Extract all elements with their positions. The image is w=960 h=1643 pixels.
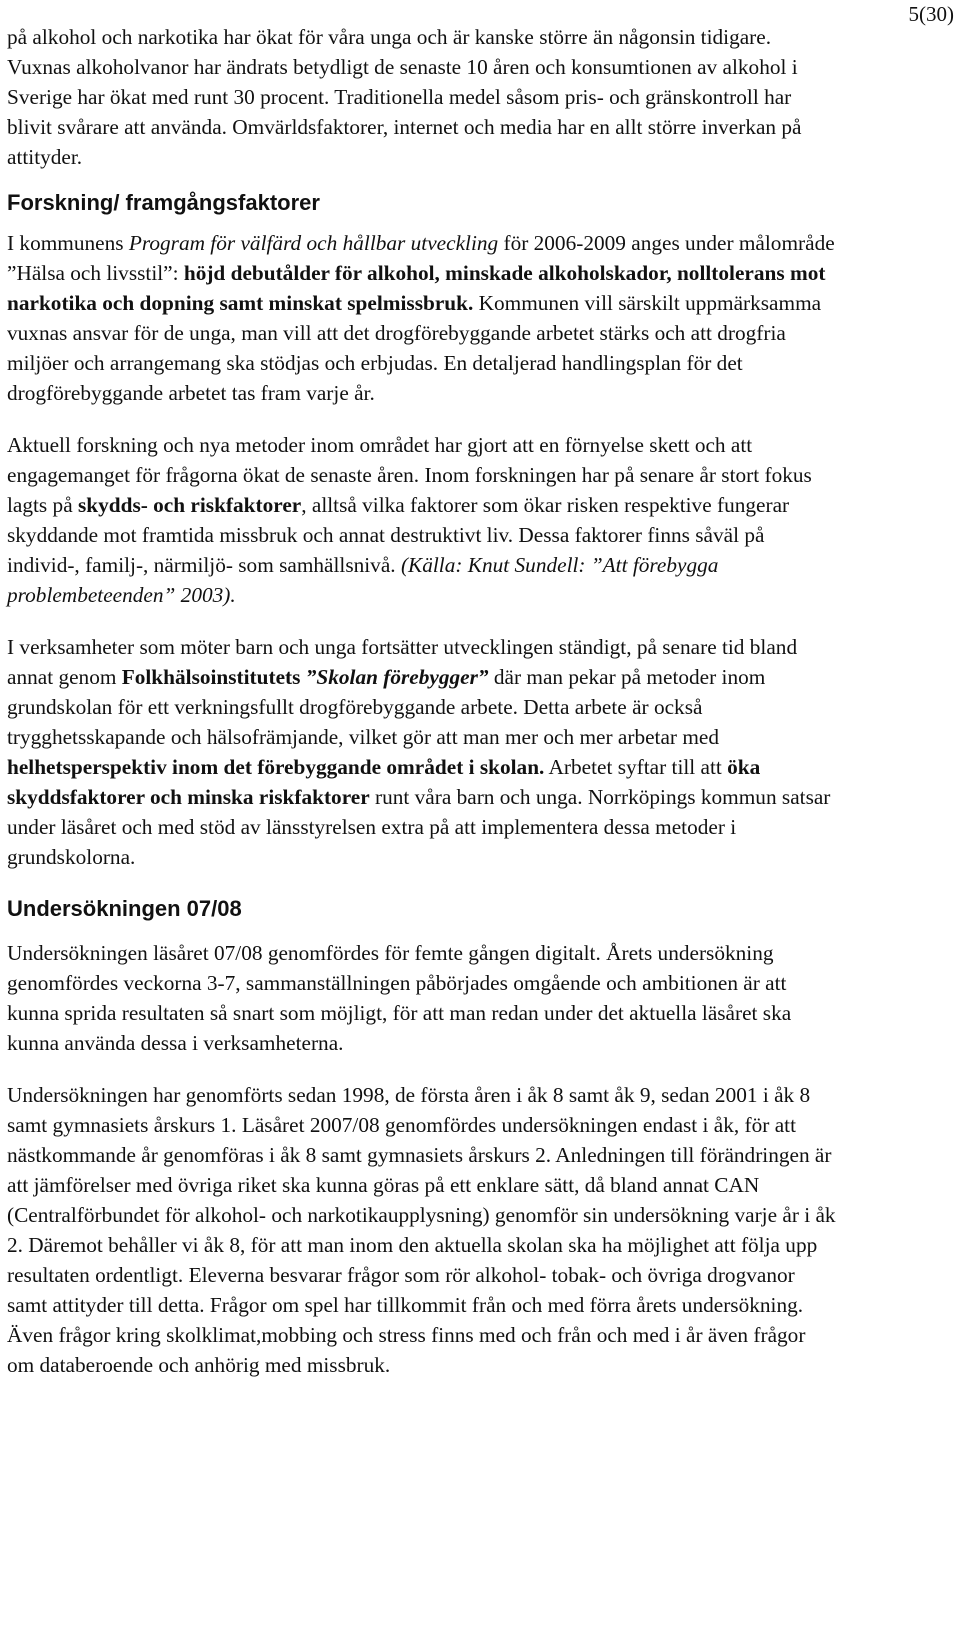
page-number: 5(30) <box>908 2 954 26</box>
holistic-bold: helhetsperspektiv inom det förebyggande området i skolan. <box>7 755 545 779</box>
paragraph-verksamheter <box>7 632 837 872</box>
paragraph-program <box>7 228 837 408</box>
program-title: Program för välfärd och hållbar utveckling <box>128 231 499 255</box>
paragraph-survey-1: Undersökningen läsåret 07/08 genomfördes för femte gången digitalt. Årets undersökning genomfördes veckorna 3-7, sammanställningen påbörjades omgående och ambitionen är att kunna sprida resultaten så snart som möjligt, för att man redan under det aktuella läsåret ska kunna använda dessa i verksamheterna. <box>7 941 792 1055</box>
risk-factors-bold: skydds- och riskfaktorer <box>77 493 302 517</box>
text-run: för 2006-2009 anges under målområde ”Hälsa och livsstil”: <box>7 231 835 285</box>
heading-forskning: Forskning/ framgångsfaktorer <box>7 190 320 215</box>
text-run: , alltså vilka faktorer som ökar risken respektive fungerar skyddande mot framtida missbruk och annat destruktivt liv. Dessa faktorer finns såväl på individ-, familj-, närmiljö- som samhällsnivå. <box>7 493 790 577</box>
program-skolan: ”Skolan förebygger” <box>305 665 489 689</box>
factors-bold: öka skyddsfaktorer och minska riskfaktorer <box>7 755 761 809</box>
text-run: I kommunens <box>7 231 129 255</box>
text-run: där man pekar på metoder inom grundskolan för ett verkningsfullt drogförebyggande arbete. Detta arbete är också trygghetsskapande och hälsofrämjande, vilket gör att man mer och mer arbetar med <box>7 665 766 749</box>
source-citation: (Källa: Knut Sundell: ”Att förebygga problembeteenden” 2003). <box>7 553 719 607</box>
text-run: I verksamheter som möter barn och unga fortsätter utvecklingen ständigt, på senare tid bland annat genom <box>7 635 798 689</box>
institute-name: Folkhälsoinstitutets <box>121 665 306 689</box>
text-run: Arbetet syftar till att <box>544 755 728 779</box>
paragraph-survey-2: Undersökningen har genomförts sedan 1998, de första åren i åk 8 samt åk 9, sedan 2001 i åk 8 samt gymnasiets årskurs 1. Läsåret 2007/08 genomfördes undersökningen endast i åk, för att nästkommande år genomföras i åk 8 samt gymnasiets årskurs 2. Anledningen till förändringen är att jämförelser med övriga riket ska kunna göras på ett enklare sätt, då bland annat CAN (Centralförbundet för alkohol- och narkotikaupplysning) genomför sin undersökning varje år i åk 2. Däremot behåller vi åk 8, för att man inom den aktuella skolan ska ha möjlighet att följa upp resultaten ordentligt. Eleverna besvarar frågor som rör alkohol- tobak- och övriga drogvanor samt attityder till detta. Frågor om spel har tillkommit från och med förra årets undersökning. Även frågor kring skolklimat,mobbing och stress finns med och från och med i år även frågor om databeroende och anhörig med missbruk. <box>7 1083 836 1377</box>
text-run: runt våra barn och unga. Norrköpings kommun satsar under läsåret och med stöd av länsstyrelsen extra på att implementera dessa metoder i grundskolorna. <box>7 785 831 869</box>
goals-bold: höjd debutålder för alkohol, minskade alkoholskador, nolltolerans mot narkotika och dopning samt minskat spelmissbruk. <box>7 261 826 315</box>
paragraph-intro: på alkohol och narkotika har ökat för våra unga och är kanske större än någonsin tidigare. Vuxnas alkoholvanor har ändrats betydligt de senaste 10 åren och konsumtionen av alkohol i Sverige har ökat med runt 30 procent. Traditionella medel såsom pris- och gränskontroll har blivit svårare att använda. Omvärldsfaktorer, internet och media har en allt större inverkan på attityder. <box>7 25 802 169</box>
text-run: Aktuell forskning och nya metoder inom området har gjort att en förnyelse skett och att engagemanget för frågorna ökat de senaste åren. Inom forskningen har på senare år stort fokus lagts på <box>7 433 812 517</box>
heading-undersokningen: Undersökningen 07/08 <box>7 896 242 921</box>
document-body <box>7 22 837 1402</box>
paragraph-research <box>7 430 837 610</box>
text-run: Kommunen vill särskilt uppmärksamma vuxnas ansvar för de unga, man vill att det drogförebyggande arbetet stärks och att drogfria miljöer och arrangemang ska stödjas och erbjudas. En detaljerad handlingsplan för det drogförebyggande arbetet tas fram varje år. <box>7 291 822 405</box>
